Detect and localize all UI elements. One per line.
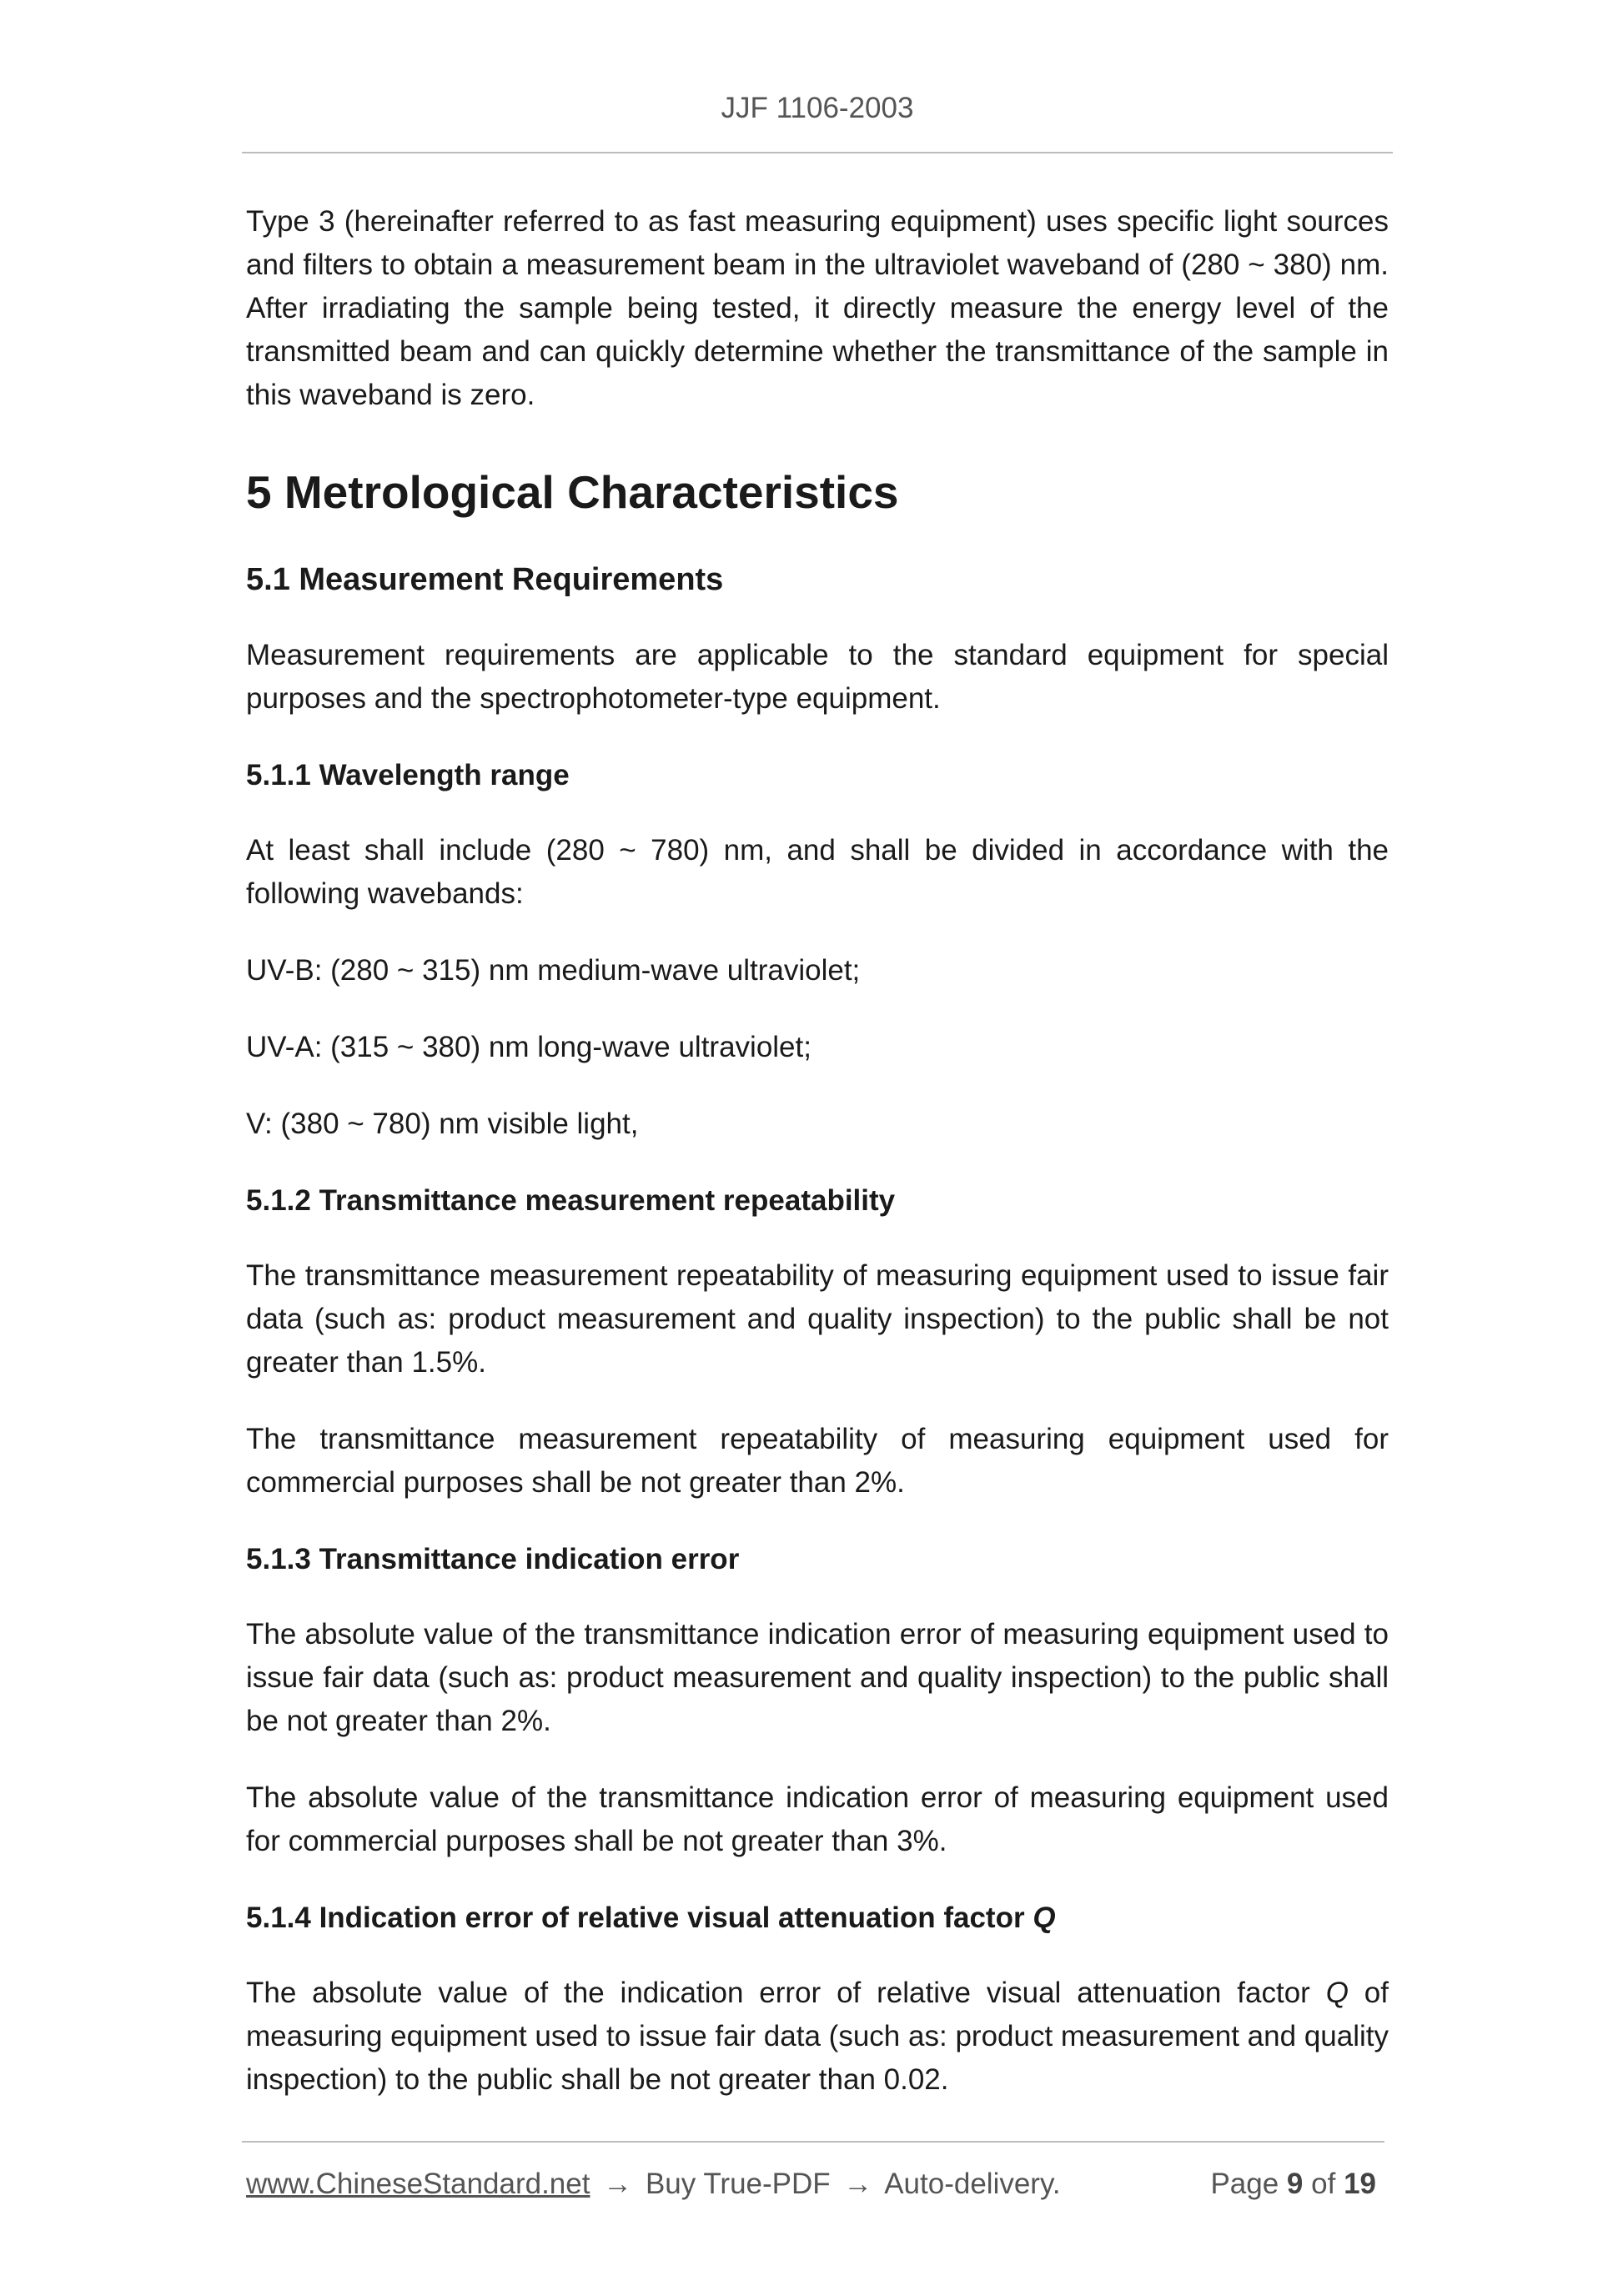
clause-5-1-4-title bbox=[246, 1897, 1389, 1940]
section-5-title: 5 Metrological Characteristics bbox=[246, 466, 899, 518]
clause-5-1-2-paragraph-1: The transmittance measurement repeatability of measuring equipment used to issue fair data (such as: product measurement and quality inspection) to the public shall be not greater than 1.5%. bbox=[246, 1259, 1389, 1379]
waveband-uv-a: UV-A: (315 ~ 380) nm long-wave ultraviolet; bbox=[246, 1031, 812, 1063]
footer-promo bbox=[246, 2163, 1061, 2205]
page-header: JJF 1106-2003 bbox=[721, 92, 914, 124]
clause-5-1-4-text-end: of measuring equipment used to issue fair data (such as: product measurement and quality inspection) to the public shall be not greater than 0.02. bbox=[246, 1977, 1389, 2096]
clause-5-1-4-paragraph bbox=[246, 1972, 1389, 2102]
waveband-visible: V: (380 ~ 780) nm visible light, bbox=[246, 1108, 639, 1140]
current-page-number: 9 bbox=[1286, 2168, 1304, 2200]
intro-paragraph: Type 3 (hereinafter referred to as fast measuring equipment) uses specific light sources and filters to obtain a measurement beam in the ultraviolet waveband of (280 ~ 380) nm. After irradiating the sample being tested, it directly measure the energy level of the transmitted beam and can quickly determine whether the transmittance of the sample in this waveband is zero. bbox=[246, 205, 1389, 411]
clause-5-1-3-paragraph-1: The absolute value of the transmittance indication error of measuring equipment used to issue fair data (such as: product measurement and quality inspection) to the public shall be not greater than 2%. bbox=[246, 1618, 1389, 1737]
clause-5-1-1-paragraph: At least shall include (280 ~ 780) nm, and shall be divided in accordance with the following wavebands: bbox=[246, 834, 1389, 910]
page-footer bbox=[246, 2163, 1384, 2205]
header-divider bbox=[242, 152, 1393, 153]
waveband-uv-b: UV-B: (280 ~ 315) nm medium-wave ultraviolet; bbox=[246, 954, 861, 987]
clause-5-1-2-paragraph-2: The transmittance measurement repeatability of measuring equipment used for commercial purposes shall be not greater than 2%. bbox=[246, 1423, 1389, 1499]
clause-5-1-4-text-start: The absolute value of the indication error of relative visual attenuation factor bbox=[246, 1977, 1326, 2009]
of-label: of bbox=[1311, 2168, 1336, 2200]
auto-delivery-text: Auto-delivery. bbox=[884, 2168, 1061, 2200]
page-counter bbox=[1210, 2163, 1376, 2205]
document-body bbox=[246, 200, 1389, 2135]
q-symbol: Q bbox=[1033, 1902, 1056, 1934]
total-page-count: 19 bbox=[1344, 2168, 1376, 2200]
clause-5-1-4-title-text: 5.1.4 Indication error of relative visual attenuation factor bbox=[246, 1902, 1033, 1934]
arrow-right-icon: → bbox=[603, 2168, 633, 2200]
section-5-1-paragraph: Measurement requirements are applicable to the standard equipment for special purposes and the spectrophotometer-type equipment. bbox=[246, 639, 1389, 715]
buy-true-pdf-text: Buy True-PDF bbox=[645, 2168, 831, 2200]
page-label: Page bbox=[1210, 2168, 1279, 2200]
arrow-right-icon: → bbox=[843, 2168, 873, 2200]
section-5-1-title: 5.1 Measurement Requirements bbox=[246, 562, 724, 597]
clause-5-1-3-paragraph-2: The absolute value of the transmittance indication error of measuring equipment used for commercial purposes shall be not greater than 3%. bbox=[246, 1781, 1389, 1857]
q-symbol-inline: Q bbox=[1325, 1977, 1349, 2009]
clause-5-1-1-title: 5.1.1 Wavelength range bbox=[246, 759, 570, 791]
website-link[interactable]: www.ChineseStandard.net bbox=[246, 2168, 590, 2200]
clause-5-1-2-title: 5.1.2 Transmittance measurement repeatability bbox=[246, 1184, 896, 1217]
footer-divider bbox=[242, 2141, 1384, 2143]
clause-5-1-3-title: 5.1.3 Transmittance indication error bbox=[246, 1543, 740, 1575]
